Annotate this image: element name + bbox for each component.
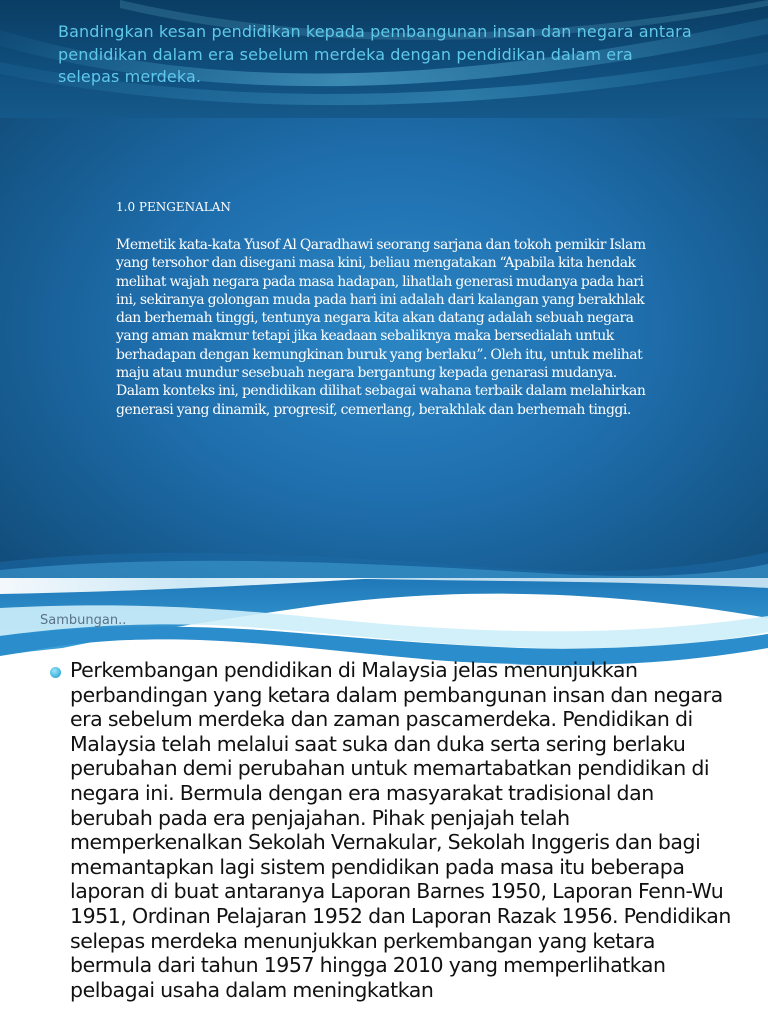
- slide-1-title: Bandingkan kesan pendidikan kepada pembangunan insan dan negara antara pendidikan dalam era sebelum merdeka dengan pendidikan dalam era selepas merdeka.: [58, 22, 692, 86]
- section-heading: 1.0 PENGENALAN: [116, 200, 231, 214]
- slide-2-title: Sambungan..: [40, 613, 127, 628]
- slide-2: [0, 578, 768, 1024]
- intro-paragraph: Memetik kata-kata Yusof Al Qaradhawi seorang sarjana dan tokoh pemikir Islam yang tersohor dan disegani masa kini, beliau mengatakan “Apabila kita hendak melihat wajah negara pada masa hadapan, lihatlah generasi mudanya pada hari ini, sekiranya golongan muda pada hari ini adalah dari kalangan yang berakhlak dan berhemah tinggi, tentunya negara kita akan datang adalah sebuah negara yang aman makmur tetapi jika keadaan sebaliknya maka bersedialah untuk berhadapan dengan kemungkinan buruk yang berlaku”. Oleh itu, untuk melihat maju atau mundur sesebuah negara bergantung kepada genarasi mudanya. Dalam konteks ini, pendidikan dilihat sebagai wahana terbaik dalam melahirkan generasi yang dinamik, progresif, cemerlang, berakhlak dan berhemah tinggi.: [116, 237, 646, 418]
- bullet-icon: [50, 667, 61, 678]
- slide-1-bottom-wave-decoration: [0, 538, 768, 578]
- bullet-item: Perkembangan pendidikan di Malaysia jelas menunjukkan perbandingan yang ketara dalam pembangunan insan dan negara era sebelum merdeka dan zaman pascamerdeka. Pendidikan di Malaysia telah melalui saat suka dan duka serta sering berlaku perubahan demi perubahan untuk memartabatkan pendidikan di negara ini. Bermula dengan era masyarakat tradisional dan berubah pada era penjajahan. Pihak penjajah telah memperkenalkan Sekolah Vernakular, Sekolah Inggeris dan bagi memantapkan lagi sistem pendidikan pada masa itu beberapa laporan di buat antaranya Laporan Barnes 1950, Laporan Fenn-Wu 1951, Ordinan Pelajaran 1952 dan Laporan Razak 1956. Pendidikan selepas merdeka menunjukkan perkembangan yang ketara bermula dari tahun 1957 hingga 2010 yang memperlihatkan pelbagai usaha dalam meningkatkan: [70, 658, 731, 1002]
